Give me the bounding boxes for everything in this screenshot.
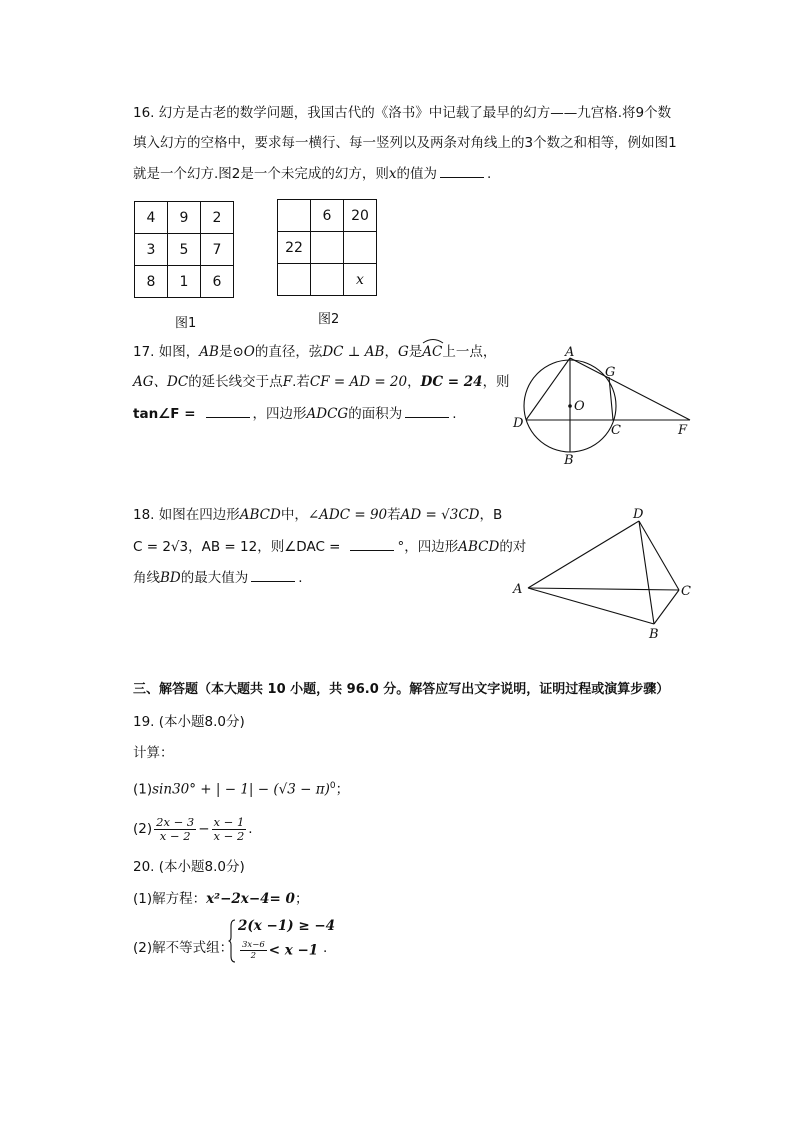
q17-center-dot	[568, 404, 572, 408]
q17-label-b: B	[564, 453, 574, 468]
fig2-cell: 6	[311, 200, 344, 232]
q19-fraction-2	[212, 816, 247, 843]
q17-dc-eq: DC = 24	[420, 374, 483, 390]
fig1-cell: 4	[135, 202, 168, 234]
q18-eq-a: AD =	[400, 507, 442, 523]
q20-part-2	[133, 938, 233, 958]
q17-text: 的面积为	[348, 406, 403, 422]
q17-label-f: F	[678, 423, 688, 438]
q17-arc-ac-text: AC	[422, 344, 443, 360]
fig2-cell	[311, 232, 344, 264]
q18-end: .	[298, 570, 303, 586]
fig1-cell: 3	[135, 234, 168, 266]
fig2-cell-x: x	[344, 264, 377, 296]
fig1-cell: 1	[168, 266, 201, 298]
q20-p1-end: ；	[294, 891, 309, 907]
fig2-cell	[278, 200, 311, 232]
q19-minus: −	[198, 821, 210, 837]
q16-line-2: 填入幻方的空格中，要求每一横行、每一竖列以及两条对角线上的3个数之和相等，例如图1	[133, 135, 677, 151]
q20-header: 20. (本小题8.0分)	[133, 859, 245, 875]
q19-header: 19. (本小题8.0分)	[133, 714, 245, 730]
q17-line-ad	[526, 358, 570, 420]
q20-frac-den: 2	[250, 951, 257, 961]
q18-edge-ab	[528, 588, 654, 624]
section-3-title: 三、解答题（本大题共 10 小题，共 96.0 分。解答应写出文字说明，证明过程或演算步骤）	[133, 682, 670, 697]
q17-circle-o: ⊙O	[232, 344, 255, 360]
q18-text: ，B	[479, 507, 503, 523]
q18-edge-bc	[654, 590, 679, 624]
q17-text: .若	[292, 374, 310, 390]
q18-text: C = 2	[133, 539, 171, 555]
q18-text: °，四边形	[397, 539, 459, 555]
fig1-cell: 5	[168, 234, 201, 266]
q18-text: 若	[387, 507, 401, 523]
q16-figure-2-caption: 图2	[318, 312, 340, 327]
q17-end: .	[452, 406, 457, 422]
q17-f: F	[282, 374, 293, 390]
q16-answer-blank	[440, 163, 484, 178]
q19-part-1	[133, 776, 349, 800]
q17-answer-blank-2	[405, 403, 449, 418]
q19-frac2-den: x − 2	[213, 828, 245, 843]
q19-p1-exp: 0	[329, 781, 336, 791]
arc-mark-icon	[422, 338, 444, 344]
q18-edge-ac	[528, 588, 679, 590]
q19-intro: 计算：	[133, 745, 174, 761]
q17-text: ，四边形	[252, 406, 307, 422]
q18-text: 角线	[133, 570, 160, 586]
q17-line-3	[133, 403, 457, 424]
q20-p1-label: (1)解方程：	[133, 891, 207, 907]
q20-row-2-rest: < x −1	[268, 942, 319, 959]
q17-label-d: D	[513, 416, 524, 431]
q20-p2-end: .	[323, 940, 328, 956]
fig2-cell	[344, 232, 377, 264]
q20-p2-label: (2)解不等式组：	[133, 940, 234, 956]
fig1-cell: 2	[201, 202, 234, 234]
q19-frac1-den: x − 2	[159, 828, 191, 843]
q18-sqrt-2: √3	[170, 539, 189, 555]
q18-edge-ad	[528, 521, 639, 588]
q17-line-gc	[609, 377, 613, 420]
q17-text: 17. 如图，	[133, 344, 200, 360]
q18-label-b: B	[649, 627, 659, 642]
fig2-cell: 22	[278, 232, 311, 264]
q17-label-c: C	[611, 423, 621, 438]
q16-line-3-end: .	[487, 166, 492, 182]
q20-fraction	[240, 940, 267, 961]
q18-line-2	[133, 536, 526, 557]
q18-label-c: C	[681, 584, 691, 599]
q17-ag-dc: AG、DC	[133, 374, 189, 390]
q19-p2-label: (2)	[133, 821, 153, 837]
q17-tan: tan∠F =	[133, 406, 196, 422]
q17-text: 是	[218, 344, 233, 360]
q17-arc-ac	[422, 342, 442, 362]
q18-abcd: ABCD	[239, 507, 281, 523]
q18-label-d: D	[633, 507, 644, 522]
brace-icon	[228, 918, 236, 964]
q18-line-1	[133, 505, 502, 525]
q19-p1-end: ；	[335, 781, 350, 798]
q18-line-3	[133, 567, 303, 588]
q20-p1-equation: x²−2x−4= 0	[206, 891, 295, 907]
q19-frac2-num: x − 1	[213, 814, 245, 829]
q16-figure-1-caption: 图1	[175, 316, 197, 331]
q19-frac1-num: 2x − 3	[156, 814, 195, 829]
q18-bd: BD	[160, 570, 181, 586]
q17-label-o: O	[574, 399, 585, 414]
q17-text: 的延长线交于点	[188, 374, 283, 390]
q18-sqrt-1: √3	[441, 507, 459, 523]
q19-p2-end: .	[248, 821, 253, 837]
q18-answer-blank-1	[350, 536, 394, 551]
fig2-cell: 20	[344, 200, 377, 232]
q17-line-af	[570, 358, 690, 420]
q17-adcg: ADCG	[306, 406, 349, 422]
q16-line-3-text-b: 的值为	[396, 166, 438, 182]
q20-row-1: 2(x −1) ≥ −4	[238, 918, 336, 934]
q16-line-1: 16. 幻方是古老的数学问题，我国古代的《洛书》中记载了最早的幻方——九宫格.将9个数	[133, 105, 672, 121]
q18-diagonal-bd	[639, 521, 654, 624]
q20-part-1	[133, 889, 308, 909]
q18-answer-blank-2	[251, 567, 295, 582]
q19-part-2	[133, 812, 253, 846]
q20-inequality-system	[228, 918, 348, 964]
q17-line-2	[133, 372, 510, 392]
q17-eq: CF = AD = 20	[309, 374, 408, 390]
fig1-cell: 7	[201, 234, 234, 266]
q18-text: 的最大值为	[180, 570, 249, 586]
q17-text: ，则	[482, 374, 510, 390]
q17-figure	[505, 340, 705, 470]
q18-angle: ∠ADC = 90	[307, 507, 388, 523]
q17-text: 上一点，	[442, 344, 497, 360]
fig1-cell: 6	[201, 266, 234, 298]
q16-line-3-text: 就是一个幻方.图2是一个未完成的幻方，则	[133, 166, 389, 182]
q17-label-g: G	[605, 365, 616, 380]
q16-line-3	[133, 163, 491, 184]
q18-edge-dc	[639, 521, 679, 590]
q20-frac-num: 3x−6	[242, 940, 265, 950]
q17-label-a: A	[565, 345, 575, 360]
q19-p1-label: (1)	[133, 781, 153, 798]
q16-figure-2	[277, 199, 377, 296]
q17-g: G	[397, 344, 409, 360]
q17-text: ，	[384, 344, 398, 360]
q18-abcd-2: ABCD	[458, 539, 500, 555]
q19-p1-expr: sin30° + | − 1| − (√3 − π)	[152, 781, 330, 798]
fig1-cell: 8	[135, 266, 168, 298]
q19-fraction-1	[154, 816, 196, 843]
q18-eq-b: CD	[458, 507, 480, 523]
q16-figure-1	[134, 201, 234, 298]
fig2-cell	[311, 264, 344, 296]
q17-line-1	[133, 342, 496, 362]
q17-text: 的直径，弦	[254, 344, 323, 360]
q17-answer-blank-1	[206, 403, 250, 418]
q18-label-a: A	[513, 582, 523, 597]
q18-figure	[508, 505, 698, 645]
q18-text: 中，	[280, 507, 308, 523]
q18-text: ，AB = 12，则∠DAC =	[188, 539, 341, 555]
q16-var-x: x	[388, 166, 397, 182]
q20-row-2	[238, 940, 318, 961]
q17-text: 是	[408, 344, 423, 360]
q18-text: 18. 如图在四边形	[133, 507, 240, 523]
fig1-cell: 9	[168, 202, 201, 234]
q17-ab: AB	[199, 344, 219, 360]
q17-text: ，	[407, 374, 421, 390]
fig2-cell	[278, 264, 311, 296]
q17-perp: DC ⊥ AB	[322, 344, 385, 360]
q18-text: 的对	[499, 539, 527, 555]
